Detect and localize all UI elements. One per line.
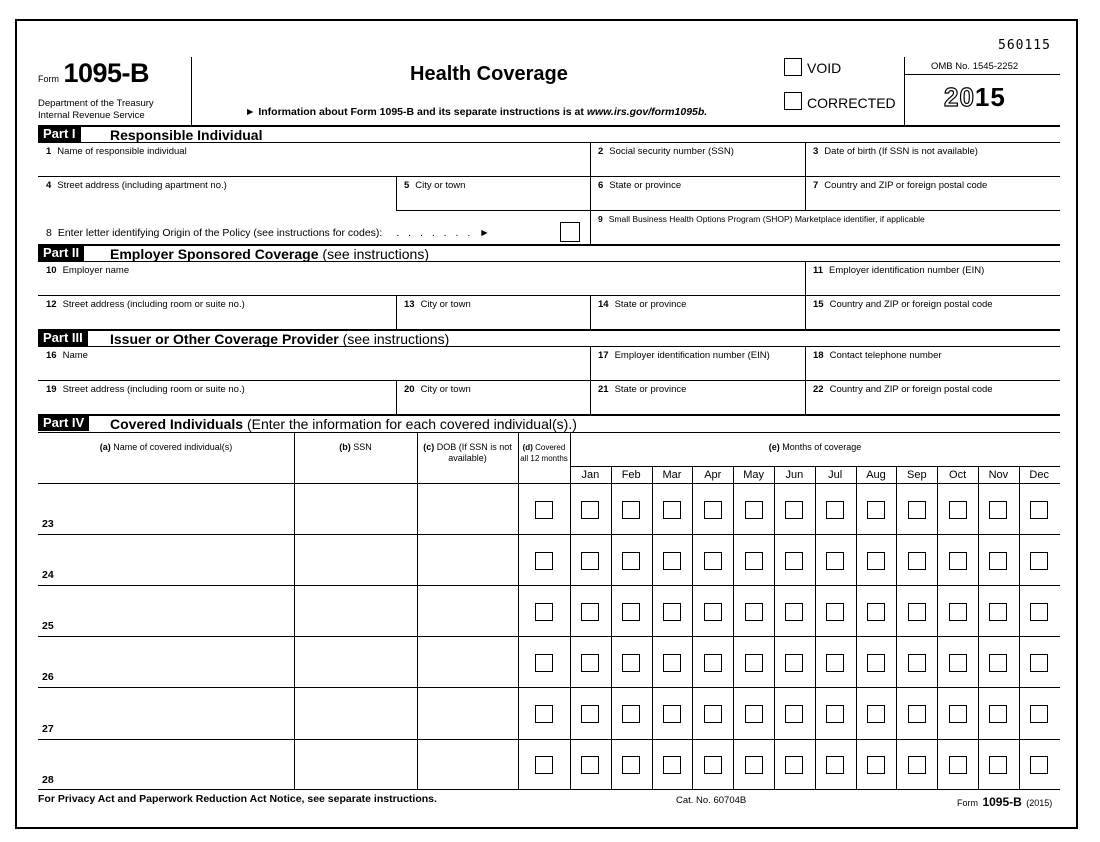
row-26-nov-checkbox[interactable] [989, 654, 1007, 672]
month-label-jul: Jul [828, 469, 843, 481]
col-c-header [417, 442, 518, 464]
p3r1-div2 [805, 346, 806, 380]
omb-number: OMB No. 1545-2252 [931, 61, 1019, 72]
field-8 [46, 227, 490, 239]
form-id [38, 58, 149, 89]
table-col-divider [518, 432, 519, 789]
part2-title [110, 246, 429, 262]
field-14-num: 14 [598, 299, 609, 310]
field-19-label: Street address (including room or suite no.) [62, 384, 245, 395]
cat-number: Cat. No. 60704B [676, 795, 747, 806]
part2-title-suffix: (see instructions) [322, 246, 429, 262]
month-col-divider [856, 466, 857, 789]
row-23-apr-checkbox[interactable] [704, 501, 722, 519]
field-22-label: Country and ZIP or foreign postal code [829, 384, 993, 395]
row-28-jan-checkbox[interactable] [581, 756, 599, 774]
row-25-sep-checkbox[interactable] [908, 603, 926, 621]
field-8-label: Enter letter identifying Origin of the Policy (see instructions for codes): [57, 227, 383, 239]
row-26-ssn-field[interactable] [296, 638, 415, 685]
row-28-name-field[interactable] [40, 741, 292, 788]
info-arrow: ► [245, 106, 256, 118]
p3r1-div1 [590, 346, 591, 380]
row-28-dec-checkbox[interactable] [1030, 756, 1048, 774]
row-23-aug-checkbox[interactable] [867, 501, 885, 519]
row-23-ssn-field[interactable] [296, 485, 415, 532]
field-8-dots: . . . . . . . [396, 227, 474, 239]
row-24-mar-checkbox[interactable] [663, 552, 681, 570]
table-bottom-rule [38, 789, 1060, 790]
row-25-feb-checkbox[interactable] [622, 603, 640, 621]
field-13[interactable] [404, 299, 471, 310]
part3-title-suffix: (see instructions) [342, 331, 450, 347]
row-26-name-field[interactable] [40, 638, 292, 685]
col-d-label-1: Covered [535, 443, 566, 452]
row-23-mar-checkbox[interactable] [663, 501, 681, 519]
footer-form-number: 1095-B [982, 795, 1022, 809]
row-26-dec-checkbox[interactable] [1030, 654, 1048, 672]
month-label-jan: Jan [581, 469, 600, 481]
row-25-name-field[interactable] [40, 587, 292, 634]
field-8-origin-box[interactable] [560, 222, 580, 242]
row-26-aug-checkbox[interactable] [867, 654, 885, 672]
row-23-dec-checkbox[interactable] [1030, 501, 1048, 519]
field-9[interactable] [598, 214, 925, 224]
row-23-feb-checkbox[interactable] [622, 501, 640, 519]
row-number-27: 27 [42, 723, 54, 735]
row-26-apr-checkbox[interactable] [704, 654, 722, 672]
part4-title-suffix: (Enter the information for each covered individual(s).) [246, 416, 577, 432]
row-23-may-checkbox[interactable] [745, 501, 763, 519]
row-28-mar-checkbox[interactable] [663, 756, 681, 774]
col-d-letter: (d) [522, 443, 533, 452]
field-10[interactable] [46, 265, 129, 276]
row-27-feb-checkbox[interactable] [622, 705, 640, 723]
row-28-sep-checkbox[interactable] [908, 756, 926, 774]
row-24-aug-checkbox[interactable] [867, 552, 885, 570]
month-label-apr: Apr [704, 469, 722, 481]
field-15-label: Country and ZIP or foreign postal code [829, 299, 993, 310]
field-18-label: Contact telephone number [829, 350, 942, 361]
field-13-label: City or town [420, 299, 471, 310]
col-d-header [518, 442, 570, 464]
field-12[interactable] [46, 299, 245, 310]
row-number-24: 24 [42, 569, 54, 581]
col-a-label: Name of covered individual(s) [113, 442, 233, 452]
row-number-25: 25 [42, 620, 54, 632]
privacy-notice: For Privacy Act and Paperwork Reduction Act Notice, see separate instructions. [38, 793, 437, 805]
p1r1-div2 [805, 142, 806, 176]
field-21-num: 21 [598, 384, 609, 395]
field-1-num: 1 [46, 146, 52, 157]
row-24-sep-checkbox[interactable] [908, 552, 926, 570]
field-22[interactable] [813, 384, 993, 395]
row-26-jan-checkbox[interactable] [581, 654, 599, 672]
row-23-all-12-months-checkbox[interactable] [535, 501, 553, 519]
info-url[interactable]: www.irs.gov/form1095b. [586, 106, 708, 118]
field-2-num: 2 [598, 146, 604, 157]
field-6-num: 6 [598, 180, 604, 191]
row-28-ssn-field[interactable] [296, 741, 415, 788]
row-24-oct-checkbox[interactable] [949, 552, 967, 570]
row-24-apr-checkbox[interactable] [704, 552, 722, 570]
col-c-letter: (c) [423, 442, 435, 452]
field-16[interactable] [46, 350, 88, 361]
p2-row1-rule [38, 295, 1060, 296]
omb-underline [904, 74, 1060, 75]
form-prefix: Form [38, 74, 59, 84]
row-25-mar-checkbox[interactable] [663, 603, 681, 621]
row-26-mar-checkbox[interactable] [663, 654, 681, 672]
month-col-divider [692, 466, 693, 789]
field-3[interactable] [813, 146, 978, 157]
month-col-divider [652, 466, 653, 789]
field-18-num: 18 [813, 350, 824, 361]
table-row-rule [38, 739, 1060, 740]
field-16-label: Name [62, 350, 88, 361]
field-2-label: Social security number (SSN) [609, 146, 734, 157]
p3r2-div3 [805, 380, 806, 414]
col-b-header [294, 442, 417, 453]
col-b-letter: (b) [339, 442, 351, 452]
part4-title-rule [38, 432, 1060, 433]
row-27-jan-checkbox[interactable] [581, 705, 599, 723]
table-row-rule [38, 585, 1060, 586]
row-25-may-checkbox[interactable] [745, 603, 763, 621]
field-17-label: Employer identification number (EIN) [614, 350, 770, 361]
month-label-jun: Jun [785, 469, 804, 481]
table-col-divider [417, 432, 418, 789]
field-5-label: City or town [415, 180, 466, 191]
row-27-dob-field[interactable] [419, 689, 516, 736]
void-checkbox[interactable] [784, 58, 802, 76]
field-11-label: Employer identification number (EIN) [829, 265, 985, 276]
p2r2-div3 [805, 295, 806, 329]
field-6[interactable] [598, 180, 681, 191]
footer-form-id [957, 793, 1052, 811]
dept-irs: Internal Revenue Service [38, 110, 145, 121]
field-1[interactable] [46, 146, 187, 157]
p2r2-div2 [590, 295, 591, 329]
part3-title-rule [38, 346, 1060, 347]
col-a-header [38, 442, 294, 453]
field-14-label: State or province [614, 299, 687, 310]
row-25-nov-checkbox[interactable] [989, 603, 1007, 621]
field-10-num: 10 [46, 265, 57, 276]
field-3-label: Date of birth (If SSN is not available) [824, 146, 978, 157]
row-26-may-checkbox[interactable] [745, 654, 763, 672]
row-26-jun-checkbox[interactable] [785, 654, 803, 672]
row-25-jul-checkbox[interactable] [826, 603, 844, 621]
row-27-all-12-months-checkbox[interactable] [535, 705, 553, 723]
corrected-label: CORRECTED [807, 95, 896, 111]
row-24-feb-checkbox[interactable] [622, 552, 640, 570]
field-4-num: 4 [46, 180, 52, 191]
row-25-dec-checkbox[interactable] [1030, 603, 1048, 621]
month-label-aug: Aug [866, 469, 886, 481]
field-13-num: 13 [404, 299, 415, 310]
field-21-label: State or province [614, 384, 687, 395]
row-27-sep-checkbox[interactable] [908, 705, 926, 723]
row-26-all-12-months-checkbox[interactable] [535, 654, 553, 672]
table-header-bottom [38, 483, 1060, 484]
p3-row1-rule [38, 380, 1060, 381]
row-28-apr-checkbox[interactable] [704, 756, 722, 774]
field-7-label: Country and ZIP or foreign postal code [824, 180, 988, 191]
field-15-num: 15 [813, 299, 824, 310]
field-14[interactable] [598, 299, 686, 310]
row-25-jan-checkbox[interactable] [581, 603, 599, 621]
row-23-sep-checkbox[interactable] [908, 501, 926, 519]
col-e-letter: (e) [768, 442, 780, 452]
part2-badge: Part II [38, 245, 84, 261]
row-25-apr-checkbox[interactable] [704, 603, 722, 621]
p1-row2-rule [396, 210, 1060, 211]
tax-year-outline: 20 [944, 82, 975, 112]
field-5-num: 5 [404, 180, 410, 191]
row-23-jul-checkbox[interactable] [826, 501, 844, 519]
footer-form-year: (2015) [1026, 798, 1053, 808]
p1r2-div1 [396, 176, 397, 210]
part1-title-text: Responsible Individual [110, 127, 263, 143]
row-27-oct-checkbox[interactable] [949, 705, 967, 723]
row-28-feb-checkbox[interactable] [622, 756, 640, 774]
part4-title-text: Covered Individuals [110, 416, 244, 432]
field-16-num: 16 [46, 350, 57, 361]
field-5[interactable] [404, 180, 465, 191]
row-25-ssn-field[interactable] [296, 587, 415, 634]
part1-title [110, 127, 262, 143]
month-col-divider [815, 466, 816, 789]
month-label-oct: Oct [949, 469, 967, 481]
row-25-all-12-months-checkbox[interactable] [535, 603, 553, 621]
field-8-num: 8 [46, 227, 52, 239]
col-e-header [570, 442, 1060, 453]
field-21[interactable] [598, 384, 686, 395]
row-28-aug-checkbox[interactable] [867, 756, 885, 774]
row-number-23: 23 [42, 518, 54, 530]
month-col-divider [978, 466, 979, 789]
col-e-label: Months of coverage [782, 442, 862, 452]
row-26-jul-checkbox[interactable] [826, 654, 844, 672]
field-20-label: City or town [420, 384, 471, 395]
month-label-sep: Sep [907, 469, 927, 481]
corrected-checkbox[interactable] [784, 92, 802, 110]
field-20[interactable] [404, 384, 471, 395]
row-25-oct-checkbox[interactable] [949, 603, 967, 621]
part3-title-text: Issuer or Other Coverage Provider [110, 331, 339, 347]
col-d-label-2: all 12 months [520, 454, 568, 463]
field-19-num: 19 [46, 384, 57, 395]
part3-title [110, 331, 449, 347]
p2r1-div [805, 261, 806, 295]
p3r2-div2 [590, 380, 591, 414]
field-11-num: 11 [813, 265, 824, 276]
row-28-dob-field[interactable] [419, 741, 516, 788]
row-26-oct-checkbox[interactable] [949, 654, 967, 672]
row-23-dob-field[interactable] [419, 485, 516, 532]
tax-year-bold: 15 [974, 82, 1006, 112]
p2r2-div1 [396, 295, 397, 329]
field-17[interactable] [598, 350, 770, 361]
row-27-jul-checkbox[interactable] [826, 705, 844, 723]
field-10-label: Employer name [62, 265, 130, 276]
void-label: VOID [807, 60, 842, 76]
field-15[interactable] [813, 299, 993, 310]
col-c-label-1: DOB (If SSN is not [436, 442, 512, 452]
row-23-nov-checkbox[interactable] [989, 501, 1007, 519]
month-col-divider [733, 466, 734, 789]
row-number-28: 28 [42, 774, 54, 786]
row-26-dob-field[interactable] [419, 638, 516, 685]
field-11[interactable] [813, 265, 984, 276]
field-4[interactable] [46, 180, 227, 191]
table-col-divider [570, 432, 571, 789]
part2-title-rule [38, 261, 1060, 262]
table-row-rule [38, 534, 1060, 535]
field-12-label: Street address (including room or suite no.) [62, 299, 245, 310]
field-12-num: 12 [46, 299, 57, 310]
p1r1-div1 [590, 142, 591, 176]
row-25-dob-field[interactable] [419, 587, 516, 634]
row-28-jul-checkbox[interactable] [826, 756, 844, 774]
col-a-letter: (a) [99, 442, 111, 452]
info-text: Information about Form 1095-B and its separate instructions is at [258, 106, 584, 118]
row-27-mar-checkbox[interactable] [663, 705, 681, 723]
part1-badge: Part I [38, 126, 81, 142]
row-25-jun-checkbox[interactable] [785, 603, 803, 621]
col-c-label-2: available) [448, 453, 487, 463]
p1r2-div3 [805, 176, 806, 210]
field-17-num: 17 [598, 350, 609, 361]
row-28-may-checkbox[interactable] [745, 756, 763, 774]
row-24-dec-checkbox[interactable] [1030, 552, 1048, 570]
form-number: 1095-B [63, 58, 150, 88]
field-7[interactable] [813, 180, 987, 191]
field-9-label: Small Business Health Options Program (SHOP) Marketplace identifier, if applicable [608, 214, 925, 224]
row-26-feb-checkbox[interactable] [622, 654, 640, 672]
form-title: Health Coverage [410, 63, 568, 85]
part4-badge: Part IV [38, 415, 89, 431]
month-col-divider [896, 466, 897, 789]
part2-title-text: Employer Sponsored Coverage [110, 246, 319, 262]
row-27-dec-checkbox[interactable] [1030, 705, 1048, 723]
row-27-name-field[interactable] [40, 689, 292, 736]
row-24-may-checkbox[interactable] [745, 552, 763, 570]
row-28-oct-checkbox[interactable] [949, 756, 967, 774]
row-28-nov-checkbox[interactable] [989, 756, 1007, 774]
footer-form-prefix: Form [957, 798, 978, 808]
row-27-aug-checkbox[interactable] [867, 705, 885, 723]
field-19[interactable] [46, 384, 245, 395]
control-number: 560115 [998, 38, 1051, 53]
row-24-nov-checkbox[interactable] [989, 552, 1007, 570]
row-27-ssn-field[interactable] [296, 689, 415, 736]
month-col-divider [774, 466, 775, 789]
row-27-may-checkbox[interactable] [745, 705, 763, 723]
table-col-divider [294, 432, 295, 789]
field-20-num: 20 [404, 384, 415, 395]
row-27-apr-checkbox[interactable] [704, 705, 722, 723]
row-27-jun-checkbox[interactable] [785, 705, 803, 723]
row-number-26: 26 [42, 671, 54, 683]
field-4-label: Street address (including apartment no.) [57, 180, 227, 191]
table-row-rule [38, 636, 1060, 637]
field-9-num: 9 [598, 214, 603, 224]
info-line [245, 106, 707, 118]
row-24-ssn-field[interactable] [296, 536, 415, 583]
month-col-divider [611, 466, 612, 789]
row-23-jun-checkbox[interactable] [785, 501, 803, 519]
tax-year [944, 82, 1006, 113]
row-24-all-12-months-checkbox[interactable] [535, 552, 553, 570]
row-28-all-12-months-checkbox[interactable] [535, 756, 553, 774]
month-label-dec: Dec [1029, 469, 1049, 481]
month-label-mar: Mar [662, 469, 682, 481]
header-divider-left [191, 57, 192, 125]
field-18[interactable] [813, 350, 942, 361]
row-24-jan-checkbox[interactable] [581, 552, 599, 570]
part1-title-rule [38, 142, 1060, 143]
row-24-jun-checkbox[interactable] [785, 552, 803, 570]
field-1-label: Name of responsible individual [57, 146, 187, 157]
row-27-nov-checkbox[interactable] [989, 705, 1007, 723]
p3r2-div1 [396, 380, 397, 414]
month-label-feb: Feb [621, 469, 641, 481]
row-28-jun-checkbox[interactable] [785, 756, 803, 774]
dept-treasury: Department of the Treasury [38, 98, 154, 109]
field-3-num: 3 [813, 146, 819, 157]
row-26-sep-checkbox[interactable] [908, 654, 926, 672]
table-row-rule [38, 687, 1060, 688]
row-23-oct-checkbox[interactable] [949, 501, 967, 519]
row-24-name-field[interactable] [40, 536, 292, 583]
field-6-label: State or province [609, 180, 682, 191]
row-25-aug-checkbox[interactable] [867, 603, 885, 621]
row-23-name-field[interactable] [40, 485, 292, 532]
part3-badge: Part III [38, 330, 88, 346]
month-label-may: May [743, 469, 764, 481]
row-23-jan-checkbox[interactable] [581, 501, 599, 519]
row-24-dob-field[interactable] [419, 536, 516, 583]
field-8-arrow: ► [479, 227, 490, 239]
row-24-jul-checkbox[interactable] [826, 552, 844, 570]
field-2[interactable] [598, 146, 734, 157]
field-7-num: 7 [813, 180, 819, 191]
p1-row1-rule [38, 176, 1060, 177]
month-col-divider [1019, 466, 1020, 789]
month-label-nov: Nov [988, 469, 1009, 481]
month-col-divider [937, 466, 938, 789]
part4-title [110, 416, 577, 432]
field-22-num: 22 [813, 384, 824, 395]
header-divider-right [904, 57, 905, 125]
col-b-label: SSN [353, 442, 372, 452]
